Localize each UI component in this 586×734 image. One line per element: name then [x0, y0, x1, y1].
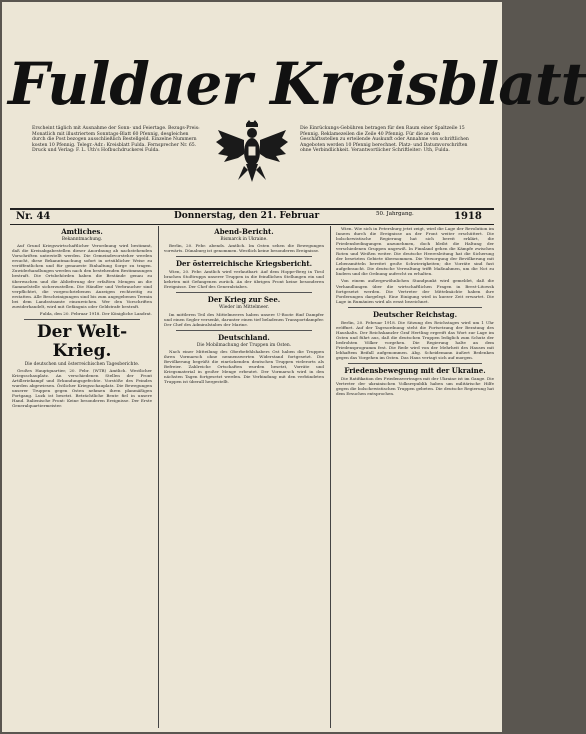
headline-subtitle: Bismarck in Ukraine. [220, 237, 268, 242]
volume-number: 50. Jahrgang. [376, 211, 414, 217]
column-right [336, 226, 494, 726]
article-text: Die Ratifikation des Friedensvertrages mit der Ukraine ist im Gange. Die Vertreter der ukrainischen Volksrepublik haben um militärische Hilfe gegen die bolschewistischen Truppen gebeten. Die deutsche Regierung hat dem Ersuchen entsprochen. [336, 376, 494, 397]
advertising-info: Die Einrückungs-Gebühren betragen für den Raum einer Spaltzeile 15 Pfennig. Reklamezeilen die Zeile 40 Pfennig. Für die an den Geschäftsstellen zu erteilende Auskunft oder Annahme von schriftlichen Angeboten werden 10 Pfennig berechnet. Platz- und Datumvorschriften ohne Verbindlichkeit. Verantwortlicher Schriftleiter: Uth, Fulda. [300, 126, 469, 154]
article-text: Wien. Wie sich in Petersburg jetzt zeigt, wird die Lage der Revolution im Innern durch die Ereignisse an der Front weiter erschüttert. Die bolschewistische Regierung hat sich bereit erklärt, die Friedensbedingungen anzunehmen, doch bleibt die Haltung der verschiedenen Gruppen ungewiß. In Finnland gehen die Kämpfe zwischen Roten und Weißen weiter. Die deutsche Heeresleitung hat die Sicherung der besetzten Gebiete übernommen. Die Versorgung der Bevölkerung mit Lebensmitteln bereitet große Schwierigkeiten; die Vorräte sind fast aufgebraucht. Die deutsche Verwaltung trifft Maßnahmen, um die Not zu lindern und die Ordnung aufrecht zu erhalten. [336, 226, 494, 277]
headline-ukraine: Friedensbewegung mit der Ukraine. [344, 366, 486, 376]
headline-war-at-sea: Der Krieg zur See. [207, 295, 281, 305]
headline-subtitle: Die deutschen und österreichischen Tagesberichte. [24, 361, 140, 367]
divider [176, 256, 312, 257]
headline-reichstag: Deutscher Reichstag. [372, 309, 458, 319]
notice-signature: Fulda, den 20. Februar 1918. Der Königliche Landrat. [39, 310, 152, 316]
issue-number: Nr. 44 [16, 211, 51, 222]
article-text: Im mittleren Teil des Mittelmeeres haben unsere U-Boote fünf Dampfer und einen Segler versenkt, darunter einen tief beladenen Transportdampfer. Der Chef des Admiralstabes der Marine. [164, 311, 324, 327]
column-left [12, 226, 152, 726]
column-middle [164, 226, 324, 726]
issue-year: 1918 [454, 211, 482, 222]
divider [348, 307, 482, 308]
newspaper-page [2, 2, 586, 732]
article-text: Berlin, 20. Februar 1918. Die Sitzung des Reichstages wird um 1 Uhr eröffnet. Auf der Tagesordnung steht die Fortsetzung der Beratung des Haushalts. Der Reichskanzler Graf Hertling ergreift das Wort zur Lage im Osten und führt aus, daß die deutschen Truppen lediglich zum Schutz der bedrohten Völker vorgehen. Die Regierung halte an dem Friedensprogramm fest. Die Rede wird von der Mehrheit des Hauses mit lebhaftem Beifall aufgenommen. Abg. Scheidemann äußert Bedenken gegen das Vorgehen im Osten. Das Haus vertagt sich auf morgen. [336, 319, 494, 361]
headline-subtitle: Wieder im Mittelmeer. [218, 305, 270, 311]
section-heading-official: Amtliches. [61, 227, 103, 236]
column-divider [330, 226, 331, 728]
headline-subtitle: Die Mobilmachung der Truppen im Osten. [196, 342, 292, 348]
headline-germany: Deutschland. [218, 332, 270, 342]
dateline-bar [10, 208, 494, 225]
divider [348, 363, 482, 364]
article-text: Nach einer Mitteilung des Oberbefehlshabers Ost haben die Truppen ihren Vormarsch ohne nennenswerten Widerstand fortgesetzt. Die Bevölkerung begrüßt die einrückenden deutschen Truppen vielerorts als Befreier. Zahlreiche Ortschaften wurden besetzt, Vorräte und Kriegsmaterial in großer Menge erbeutet. Der Vormarsch wird in den nächsten Tagen fortgesetzt werden. Die Verbindung mit den verbündeten Truppen ist überall hergestellt. [164, 349, 324, 385]
article-text: Von einem außergewöhnlichen Standpunkt wird gemeldet, daß die Verhandlungen über die wirtschaftlichen Fragen in Brest-Litowsk fortgesetzt werden. Die Vertreter der Mittelmächte haben ihre Forderungen dargelegt. Eine Einigung wird in kurzer Zeit erwartet. Die Lage in Rumänien wird als ernst bezeichnet. [336, 278, 494, 304]
notice-title: Bekanntmachung. [61, 237, 103, 242]
article-text: Wien, 20. Febr. Amtlich wird verlautbart: Auf dem Hoppe-Berg in Tirol brachen Stoßtrupps unserer Truppen in die feindlichen Stellungen ein und kehrten mit Gefangenen zurück. An der übrigen Front keine besonderen Ereignisse. Der Chef des Generalstabes. [164, 269, 324, 290]
article-text: Großes Hauptquartier, 20. Febr. (WTB) Amtlich. Westlicher Kriegsschauplatz. An verschiedenen Stellen der Front Artilleriekampf und Erkundungsgefechte. Vorstöße des Feindes wurden abgewiesen. Östlicher Kriegsschauplatz. Die Bewegungen unserer Truppen gegen Osten nehmen ihren planmäßigen Fortgang. Luzk ist besetzt. Beträchtliche Beute fiel in unsere Hand. Italienische Front: Keine besonderen Ereignisse. Der Erste Generalquartiermeister. [12, 368, 152, 409]
article-text: Berlin, 20. Febr. abends. Amtlich. Im Osten sehen die Bewegungen vorwärts. Dünaburg ist genommen. Westlich keine besonderen Ereignisse. [164, 243, 324, 254]
issue-date: Donnerstag, den 21. Februar [174, 211, 320, 221]
subscription-info: Erscheint täglich mit Ausnahme der Sonn- und Feiertage. Bezugs-Preis: Monatlich mit illustriertem Sonntags-Blatt 60 Pfennig, desgleichen durch die Post bezogen ausschließlich Bestellgeld. Einzelne Nummern kosten 10 Pfennig. Telegr.-Adr.: Kreisblatt Fulda. Fernsprecher Nr. 65. Druck und Verlag: F. L. Uth's Hofbuchdruckerei Fulda. [32, 126, 200, 154]
headline-evening-report: Abend-Bericht. [214, 227, 274, 236]
divider [24, 319, 140, 320]
column-divider [158, 226, 159, 728]
divider [176, 330, 312, 331]
article-text: Auf Grund Kriegswirtschaftlicher Verordnung wird bestimmt, daß die Kreisabgabestellen dieser Anordnung ab nachstehenden Vorschriften unterstellt werden. Die Gemeindevorsteher werden ersucht, diese Bekanntmachung sofort in ortsüblicher Weise zu veröffentlichen und für genaueste Einhaltung Sorge zu tragen. Zuwiderhandlungen werden nach den bestehenden Bestimmungen bestraft. Die Ortsbehörden haben die Bestände genau zu überwachen und die Ablieferung der erfaßten Mengen an die Sammelstelle sicherzustellen. Die Händler und Verbraucher sind verpflichtet, die vorgeschriebenen Anzeigen rechtzeitig zu erstatten. Alle Bescheinigungen sind bis zum angegebenen Termin bei dem Landratsamte einzureichen. Wer den Vorschriften zuwiderhandelt, wird mit Gefängnis oder Geldstrafe bestraft. [12, 243, 152, 309]
masthead-title: Fuldaer Kreisblatt [8, 50, 586, 118]
divider [176, 292, 312, 293]
eagle-crest-icon [216, 120, 288, 186]
headline-austrian-report: Der österreichische Kriegsbericht. [175, 259, 313, 269]
headline-world-war: Der Welt-Krieg. [36, 321, 128, 361]
